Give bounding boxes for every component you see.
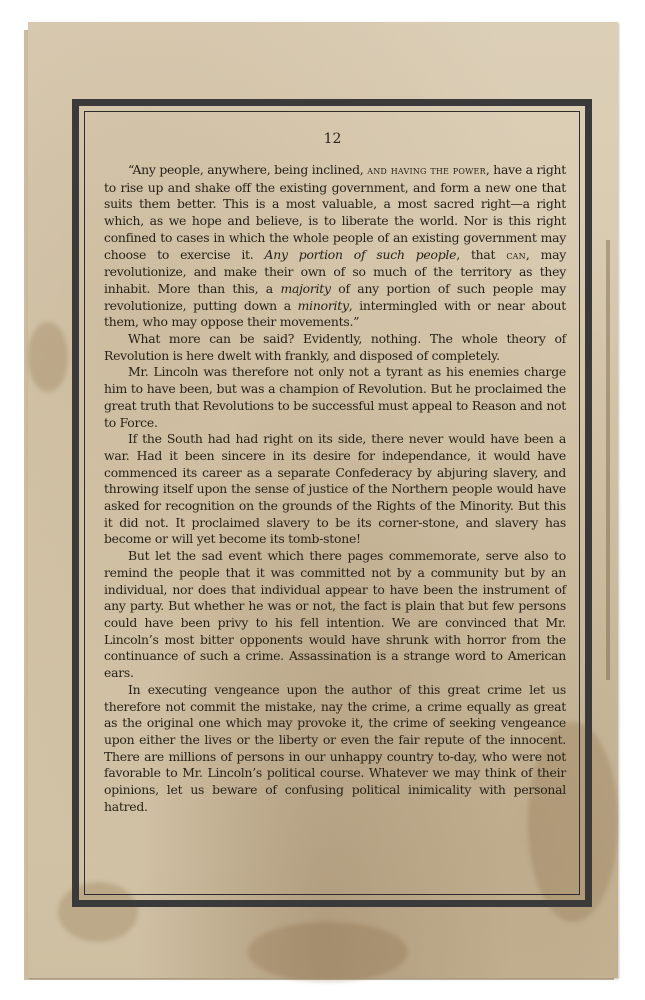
paragraph bbox=[104, 162, 566, 331]
text-run: minority bbox=[297, 297, 349, 313]
foxing-stain bbox=[28, 322, 68, 392]
paragraph bbox=[104, 364, 566, 431]
text-run: , have a right to rise up and shake off the existing government, and form a new one that suits them better. This is a most valuable, a most sacred right—a right which, as we hope and believe, is to liberate the world. Nor is this right confined to cases in which the whole people of an existing government may choose to exercise it. bbox=[104, 162, 567, 262]
text-run: Mr. Lincoln was therefore not only not a tyrant as his enemies charge him to have been, but was a champion of Revolution. But he proclaimed the great truth that Revolutions to be successful must appeal to Reason and not to Force. bbox=[104, 364, 566, 430]
text-run: can bbox=[506, 248, 526, 262]
foxing-stain bbox=[248, 922, 408, 982]
text-run: , intermingled with or near about them, who may oppose their movements.” bbox=[104, 297, 567, 330]
paragraph bbox=[104, 431, 566, 548]
text-run: But let the sad event which there pages commemorate, serve also to remind the people that it was committed not by a community but by an individual, nor does that individual appear to have been the instrument of any party. But whether he was or not, the fact is plain that but few persons could have been privy to his fell intention. We are convinced that Mr. Lincoln’s most bitter opponents would have shrunk with horror from the continuance of such a crime. Assassination is a strange word to American ears. bbox=[104, 548, 566, 681]
text-run: , may revolutionize, and make their own of so much of the territory as they inhabit. More than this, a bbox=[104, 246, 567, 296]
text-run: of any portion of such people may revolutionize, putting down a bbox=[104, 280, 566, 313]
text-run: majority bbox=[280, 280, 331, 296]
text-run: In executing vengeance upon the author of this great crime let us therefore not commit the mistake, nay the crime, a crime equally as great as the original one which may provoke it, the crime of seeking vengeance upon either the lives or the liberty or even the fair repute of the innocent. There are millions of persons in our unhappy country to-day, who were not favorable to Mr. Lincoln’s political course. Whatever we may think of their opinions, let us beware of confusing political inimicality with personal hatred. bbox=[104, 681, 566, 814]
body-text bbox=[104, 162, 566, 815]
text-run: What more can be said? Evidently, nothing. The whole theory of Revolution is here dwelt with frankly, and disposed of completely. bbox=[104, 331, 566, 363]
text-run: and having the power bbox=[367, 164, 486, 177]
paragraph bbox=[104, 548, 566, 682]
paragraph bbox=[104, 682, 566, 816]
text-run: If the South had had right on its side, there never would have been a war. Had it been sincere in its desire for independance, it would have commenced its career as a separate Confederacy by abjuring slavery, and throwing itself upon the sense of justice of the Northern people would have asked for recognition on the grounds of the Rights of the Minority. But this it did not. It proclaimed slavery to be its corner-stone, and slavery has become or will yet become its tomb-stone! bbox=[104, 431, 566, 547]
text-run: Any portion of such people bbox=[264, 246, 457, 262]
text-run: , that bbox=[456, 246, 507, 262]
page-edge-shadow bbox=[606, 240, 610, 680]
paragraph bbox=[104, 331, 566, 364]
text-run: “Any people, anywhere, being inclined, bbox=[128, 162, 368, 177]
page-number: 12 bbox=[323, 131, 342, 147]
